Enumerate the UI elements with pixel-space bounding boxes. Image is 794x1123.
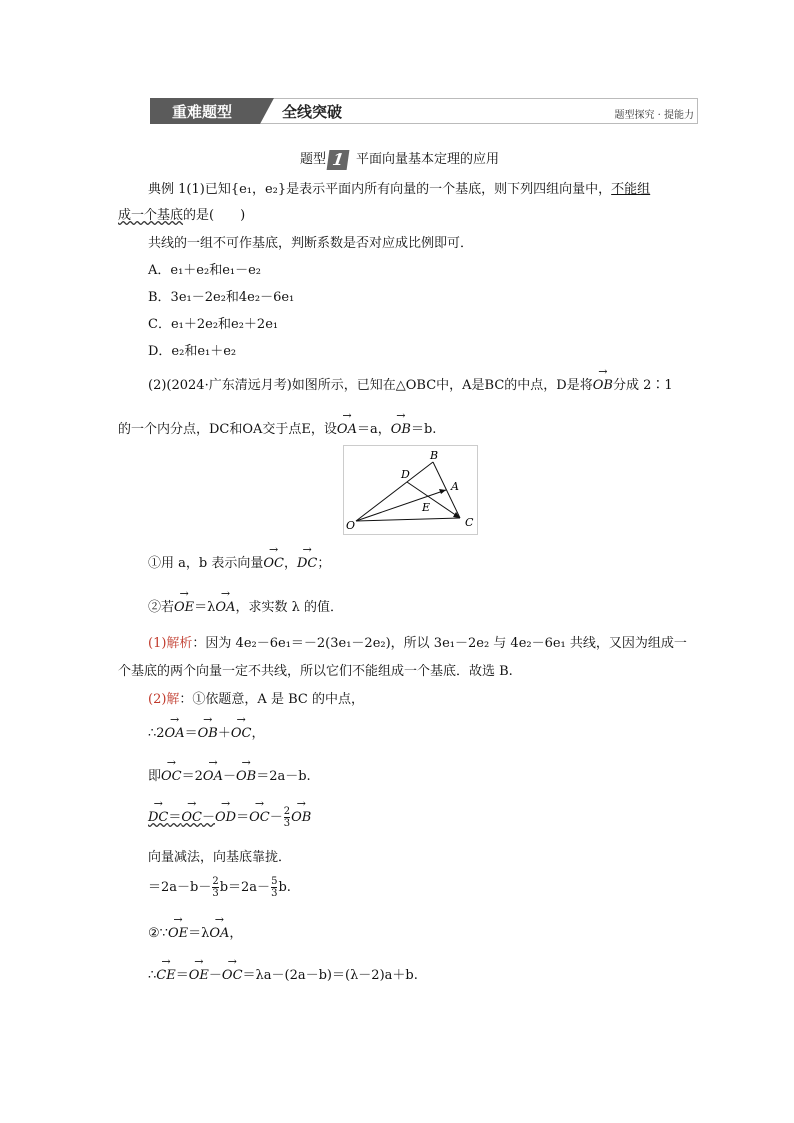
triangle-figure	[343, 445, 478, 535]
solution-1-line-1: (1)解析：因为 4e₂－6e₁＝－2(3e₁－2e₂)，所以 3e₁－2e₂ 与 4e₂－6e₁ 共线，又因为组成一	[148, 636, 687, 651]
solution-label: (2)解	[148, 692, 180, 707]
banner-right-label: 题型探究 · 提能力	[614, 110, 694, 121]
fraction: $\frac{2}{3}$	[283, 806, 291, 829]
option-a: A．e₁＋e₂和e₁－e₂	[148, 263, 262, 278]
option-b: B．3e₁－2e₂和4e₂－6e₁	[148, 290, 295, 305]
equation-5: ②∵→ OE＝λ→ OA，	[148, 922, 242, 941]
point-label-a: A	[451, 480, 459, 493]
banner-subtitle: 全线突破	[282, 103, 343, 121]
example-line-1: 典例 1(1)已知{e₁，e₂}是表示平面内所有向量的一个基底，则下列四组向量中，不能组	[148, 182, 651, 197]
segment-oa	[356, 490, 446, 521]
part2-line-2: 的一个内分点，DC和OA交于点E，设→ OA＝a，→ OB＝b.	[118, 418, 436, 437]
point-label-b: B	[430, 449, 439, 462]
equation-1: ∴2→ OA＝→ OB＋→ OC，	[148, 722, 264, 741]
note-text: 向量减法，向基底靠拢．	[148, 850, 292, 865]
segment-oc	[356, 518, 460, 521]
question-1: ①用 a，b 表示向量→ OC，→ DC；	[148, 552, 330, 571]
option-c: C．e₁＋2e₂和e₂＋2e₁	[148, 317, 279, 332]
equation-4: ＝2a－b－ $\frac{2}{3}$ b＝2a－ $\frac{5}{3}$ b.	[148, 876, 291, 899]
part2-line-1: (2)(2024·广东清远月考)如图所示，已知在△OBC中，A是BC的中点，D是将→ OB分成 2∶1	[148, 374, 673, 393]
solution-label: (1)解析	[148, 636, 193, 651]
option-d: D．e₂和e₁＋e₂	[148, 344, 237, 359]
banner-title: 重难题型	[172, 103, 233, 121]
fraction: $\frac{2}{3}$	[212, 876, 219, 899]
question-2: ②若→ OE＝λ→ OA，求实数 λ 的值．	[148, 596, 343, 615]
emphasis-text: 不能组	[611, 182, 651, 197]
equation-3: → DC＝→ OC－→ OD＝→ OC－ $\frac{2}{3}$ → OB	[148, 806, 311, 829]
type-prefix: 题型	[300, 152, 327, 167]
equation-6: ∴→ CE＝→ OE－→ OC＝λa－(2a－b)＝(λ－2)a＋b.	[148, 964, 418, 983]
type-number-badge: 1	[327, 150, 350, 170]
hint-text: 共线的一组不可作基底，判断系数是否对应成比例即可．	[148, 236, 474, 251]
point-label-o: O	[346, 519, 356, 532]
type-heading	[300, 148, 499, 170]
type-title: 平面向量基本定理的应用	[356, 152, 500, 167]
example-line-2: 成一个基底的是( )	[118, 208, 246, 223]
section-banner	[150, 98, 698, 126]
equation-2: 即→ OC＝2→ OA－→ OB＝2a－b.	[148, 765, 311, 784]
fraction: $\frac{5}{3}$	[271, 876, 278, 899]
solution-2-line-1: (2)解：①依题意，A 是 BC 的中点，	[148, 692, 364, 707]
arrowhead-a	[439, 489, 446, 494]
point-label-d: D	[401, 468, 410, 481]
solution-1-line-2: 个基底的两个向量一定不共线，所以它们不能组成一个基底．故选 B.	[118, 664, 513, 679]
point-label-c: C	[465, 516, 474, 529]
emphasis-text: 成一个基底	[118, 208, 184, 223]
point-label-e: E	[422, 501, 431, 514]
